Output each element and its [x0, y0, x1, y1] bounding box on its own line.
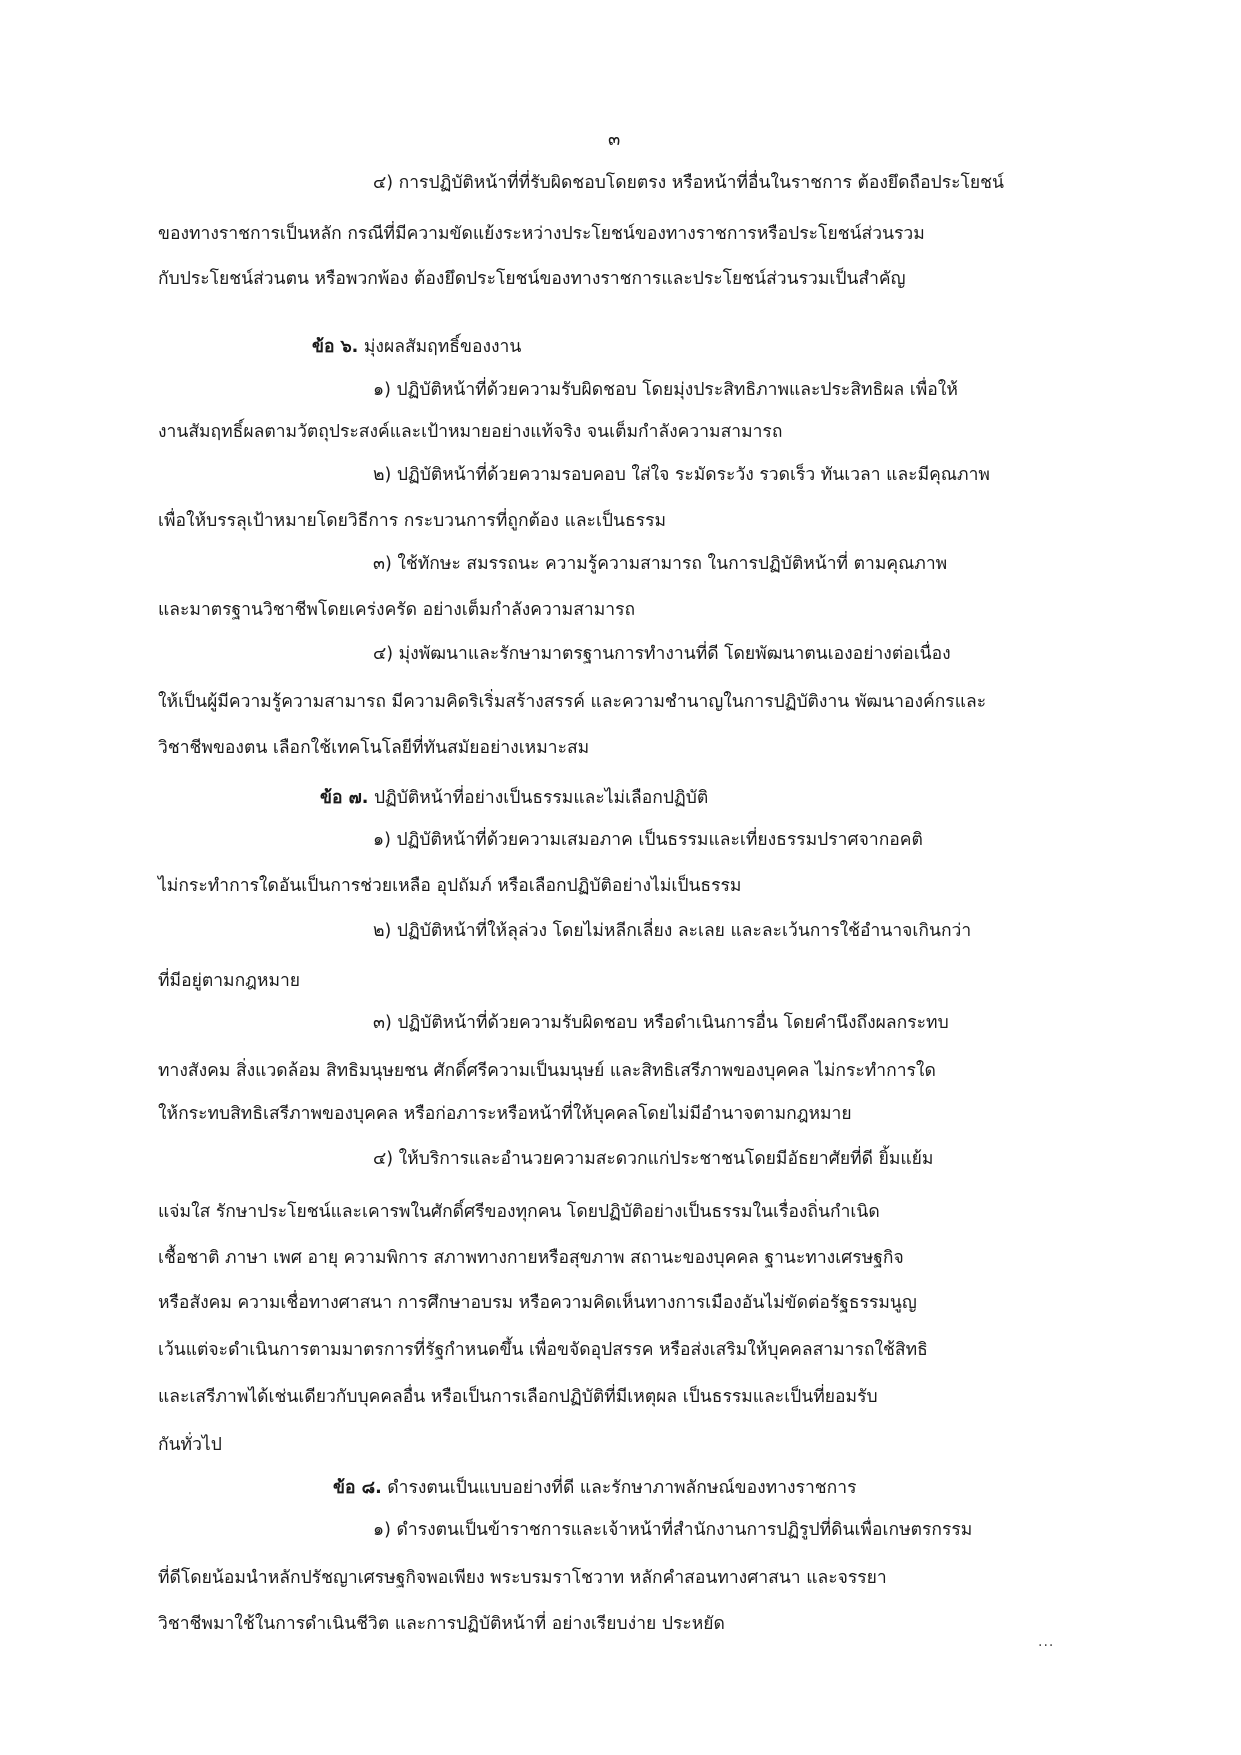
sec8-item1-line-1: ๑) ดำรงตนเป็นข้าราชการและเจ้าหน้าที่สำนักงานการปฏิรูปที่ดินเพื่อเกษตรกรรม [373, 1520, 973, 1540]
sec7-item4-line-3: เชื้อชาติ ภาษา เพศ อายุ ความพิการ สภาพทางกายหรือสุขภาพ สถานะของบุคคล ฐานะทางเศรษฐกิจ [158, 1248, 904, 1268]
sec6-item4-line-1: ๔) มุ่งพัฒนาและรักษามาตรฐานการทำงานที่ดี โดยพัฒนาตนเองอย่างต่อเนื่อง [373, 644, 951, 664]
section-7-heading [320, 785, 708, 811]
para-4-line-1: ๔) การปฏิบัติหน้าที่ที่รับผิดชอบโดยตรง หรือหน้าที่อื่นในราชการ ต้องยึดถือประโยชน์ [373, 173, 1005, 193]
para-4-line-2: ของทางราชการเป็นหลัก กรณีที่มีความขัดแย้งระหว่างประโยชน์ของทางราชการหรือประโยชน์ส่วนรวม [158, 224, 925, 244]
sec7-item3-line-2: ทางสังคม สิ่งแวดล้อม สิทธิมนุษยชน ศักดิ์ศรีความเป็นมนุษย์ และสิทธิเสรีภาพของบุคคล ไม่กระทำการใด [158, 1061, 936, 1081]
section-8-heading [333, 1475, 857, 1501]
section-6-heading [312, 334, 521, 360]
sec8-item1-line-3: วิชาชีพมาใช้ในการดำเนินชีวิต และการปฏิบัติหน้าที่ อย่างเรียบง่าย ประหยัด [158, 1614, 725, 1634]
sec6-item4-line-2: ให้เป็นผู้มีความรู้ความสามารถ มีความคิดริเริ่มสร้างสรรค์ และความชำนาญในการปฏิบัติงาน พัฒนาองค์กรและ [158, 692, 987, 712]
sec6-item3-line-2: และมาตรฐานวิชาชีพโดยเคร่งครัด อย่างเต็มกำลังความสามารถ [158, 600, 636, 620]
sec7-item4-line-7: กันทั่วไป [158, 1435, 222, 1455]
para-4-line-3: กับประโยชน์ส่วนตน หรือพวกพ้อง ต้องยึดประโยชน์ของทางราชการและประโยชน์ส่วนรวมเป็นสำคัญ [158, 269, 906, 289]
sec7-item4-line-2: แจ่มใส รักษาประโยชน์และเคารพในศักดิ์ศรีของทุกคน โดยปฏิบัติอย่างเป็นธรรมในเรื่องถิ่นกำเนิด [158, 1202, 880, 1222]
sec7-item1-line-1: ๑) ปฏิบัติหน้าที่ด้วยความเสมอภาค เป็นธรรมและเที่ยงธรรมปราศจากอคติ [373, 830, 923, 850]
sec7-item4-line-4: หรือสังคม ความเชื่อทางศาสนา การศึกษาอบรม หรือความคิดเห็นทางการเมืองอันไม่ขัดต่อรัฐธรรมนูญ [158, 1293, 917, 1313]
section-7-label: ข้อ ๗. [320, 788, 369, 808]
sec7-item2-line-1: ๒) ปฏิบัติหน้าที่ให้ลุล่วง โดยไม่หลีกเลี่ยง ละเลย และละเว้นการใช้อำนาจเกินกว่า [373, 921, 972, 941]
sec7-item3-line-3: ให้กระทบสิทธิเสรีภาพของบุคคล หรือก่อภาระหรือหน้าที่ให้บุคคลโดยไม่มีอำนาจตามกฎหมาย [158, 1104, 852, 1124]
sec7-item4-line-1: ๔) ให้บริการและอำนวยความสะดวกแก่ประชาชนโดยมีอัธยาศัยที่ดี ยิ้มแย้ม [373, 1149, 934, 1169]
footer-mark: ... [1038, 1634, 1055, 1650]
section-7-title: ปฏิบัติหน้าที่อย่างเป็นธรรมและไม่เลือกปฏิบัติ [368, 788, 709, 808]
page-number: ๓ [608, 129, 621, 150]
section-8-label: ข้อ ๘. [333, 1478, 382, 1498]
sec6-item1-line-2: งานสัมฤทธิ์ผลตามวัตถุประสงค์และเป้าหมายอย่างแท้จริง จนเต็มกำลังความสามารถ [158, 422, 783, 442]
sec7-item4-line-6: และเสรีภาพได้เช่นเดียวกับบุคคลอื่น หรือเป็นการเลือกปฏิบัติที่มีเหตุผล เป็นธรรมและเป็นที่ยอมรับ [158, 1387, 878, 1407]
sec7-item2-line-2: ที่มีอยู่ตามกฎหมาย [158, 971, 301, 991]
sec6-item4-line-3: วิชาชีพของตน เลือกใช้เทคโนโลยีที่ทันสมัยอย่างเหมาะสม [158, 738, 590, 758]
section-6-title: มุ่งผลสัมฤทธิ์ของงาน [358, 337, 522, 357]
sec7-item4-line-5: เว้นแต่จะดำเนินการตามมาตรการที่รัฐกำหนดขึ้น เพื่อขจัดอุปสรรค หรือส่งเสริมให้บุคคลสามารถใช้สิทธิ [158, 1340, 928, 1360]
sec8-item1-line-2: ที่ดีโดยน้อมนำหลักปรัชญาเศรษฐกิจพอเพียง พระบรมราโชวาท หลักคำสอนทางศาสนา และจรรยา [158, 1568, 887, 1588]
sec6-item3-line-1: ๓) ใช้ทักษะ สมรรถนะ ความรู้ความสามารถ ในการปฏิบัติหน้าที่ ตามคุณภาพ [373, 554, 948, 574]
sec7-item3-line-1: ๓) ปฏิบัติหน้าที่ด้วยความรับผิดชอบ หรือดำเนินการอื่น โดยคำนึงถึงผลกระทบ [373, 1013, 949, 1033]
sec6-item1-line-1: ๑) ปฏิบัติหน้าที่ด้วยความรับผิดชอบ โดยมุ่งประสิทธิภาพและประสิทธิผล เพื่อให้ [373, 380, 958, 400]
sec7-item1-line-2: ไม่กระทำการใดอันเป็นการช่วยเหลือ อุปถัมภ์ หรือเลือกปฏิบัติอย่างไม่เป็นธรรม [158, 876, 742, 896]
section-6-label: ข้อ ๖. [312, 337, 359, 357]
sec6-item2-line-1: ๒) ปฏิบัติหน้าที่ด้วยความรอบคอบ ใส่ใจ ระมัดระวัง รวดเร็ว ทันเวลา และมีคุณภาพ [373, 465, 990, 485]
section-8-title: ดำรงตนเป็นแบบอย่างที่ดี และรักษาภาพลักษณ์ของทางราชการ [381, 1478, 857, 1498]
sec6-item2-line-2: เพื่อให้บรรลุเป้าหมายโดยวิธีการ กระบวนการที่ถูกต้อง และเป็นธรรม [158, 511, 667, 531]
